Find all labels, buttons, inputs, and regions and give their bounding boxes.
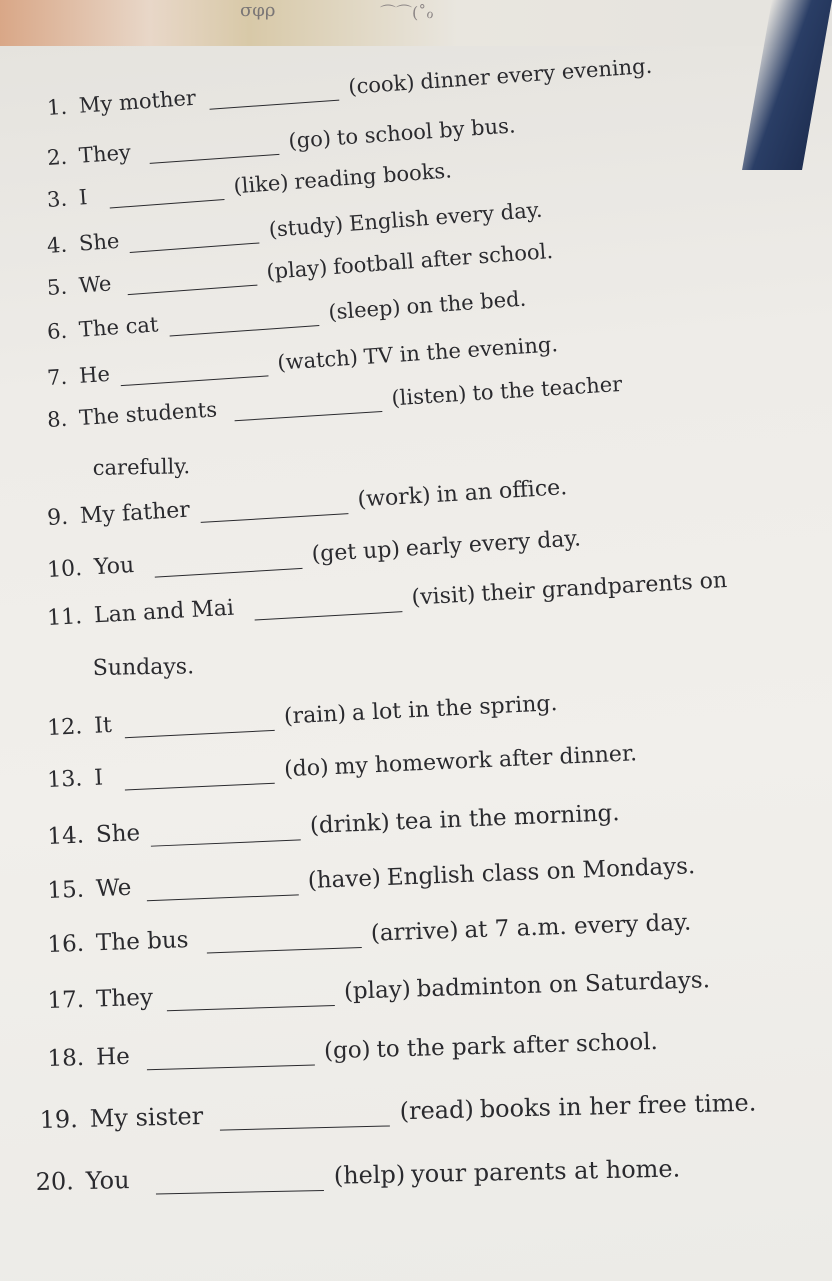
question-number: 12. [46,714,83,742]
answer-blank[interactable] [128,219,259,253]
sentence-continuation: carefully. [92,454,191,480]
question-subject: We [95,874,132,903]
question-number: 14. [46,822,85,851]
verb-prompt: (study) [267,212,344,242]
answer-blank[interactable] [208,76,339,110]
verb-prompt: (play) [265,255,329,284]
verb-prompt: (have) [307,865,382,894]
question-number: 19. [39,1105,79,1135]
question-12 [47,691,558,742]
question-number: 17. [47,986,85,1015]
verb-prompt: (arrive) [370,917,459,947]
question-subject: You [85,1166,130,1195]
sentence-rest: English every day. [348,197,544,236]
sentence-rest: in an office. [435,475,568,508]
answer-blank[interactable] [150,813,301,846]
answer-blank[interactable] [156,1162,325,1195]
sentence-rest: English class on Mondays. [386,853,696,891]
question-15 [47,853,696,905]
question-subject: She [95,820,141,848]
question-number: 20. [35,1167,75,1197]
question-number: 13. [46,766,83,794]
answer-blank[interactable] [119,351,268,386]
sentence-rest: badminton on Saturdays. [416,967,711,1003]
answer-blank[interactable] [166,979,335,1011]
sentence-rest: to school by bus. [336,113,517,150]
question-13 [47,741,638,794]
verb-prompt: (read) [399,1095,475,1126]
question-17 [47,967,710,1015]
answer-blank[interactable] [108,175,225,208]
question-subject: Lan and Mai [93,595,235,629]
sentence-continuation: Sundays. [92,654,195,681]
question-16 [47,910,692,959]
answer-blank[interactable] [126,261,257,295]
question-20 [35,1155,680,1197]
verb-prompt: (listen) [390,381,468,411]
verb-prompt: (get up) [310,537,401,568]
question-number: 5. [46,274,68,301]
answer-blank[interactable] [168,301,319,336]
question-subject: The bus [95,927,189,957]
answer-blank[interactable] [233,387,382,421]
question-number: 1. [46,94,68,121]
question-number: 2. [46,144,68,171]
question-number: 15. [46,876,85,905]
question-1 [46,54,653,121]
sentence-rest: your parents at home. [410,1154,681,1189]
question-number: 11. [46,604,83,632]
question-subject: They [95,984,154,1013]
answer-blank[interactable] [153,543,302,578]
verb-prompt: (drink) [309,809,391,839]
sentence-rest: a lot in the spring. [351,691,558,727]
sentence-rest: football after school. [332,238,554,279]
answer-blank[interactable] [148,130,279,164]
question-number: 7. [46,364,68,391]
question-number: 3. [46,186,68,213]
sentence-rest: tea in the morning. [395,800,621,836]
answer-blank[interactable] [206,921,362,953]
sentence-rest: books in her free time. [479,1088,757,1124]
sentence-rest: to the park after school. [376,1028,659,1063]
question-subject: It [93,712,113,739]
verb-prompt: (play) [343,976,412,1005]
question-subject: I [78,185,89,210]
answer-blank[interactable] [199,488,348,523]
verb-prompt: (rain) [283,701,347,730]
verb-prompt: (visit) [410,582,477,611]
verb-prompt: (work) [356,483,432,513]
answer-blank[interactable] [146,1039,315,1071]
top-scrawl-2: ⌒⌒(˚ℴ [380,3,434,22]
question-9 [46,475,567,532]
sentence-rest: dinner every evening. [419,53,653,94]
sentence-rest: my homework after dinner. [334,741,638,780]
verb-prompt: (watch) [276,345,359,375]
question-subject: She [78,228,121,256]
question-number: 16. [47,930,85,959]
question-number: 10. [46,555,83,584]
verb-prompt: (sleep) [327,295,402,325]
sentence-rest: early every day. [405,526,582,562]
question-number: 6. [46,318,68,345]
question-number: 18. [47,1044,85,1073]
question-subject: He [95,1043,131,1071]
verb-prompt: (go) [287,126,332,154]
answer-blank[interactable] [124,705,275,738]
sentence-rest: their grandparents on [480,568,728,607]
question-number: 9. [46,504,69,532]
question-subject: The students [78,397,218,430]
question-subject: We [78,271,113,298]
verb-prompt: (go) [323,1036,371,1065]
answer-blank[interactable] [124,758,275,791]
question-subject: The cat [78,312,160,342]
sentence-rest: reading books. [293,158,453,194]
question-number: 8. [46,406,68,433]
question-number: 4. [46,232,68,259]
verb-prompt: (help) [333,1160,406,1190]
sentence-rest: to the teacher [471,371,623,406]
question-subject: They [78,140,132,168]
question-14 [47,800,620,851]
question-subject: He [78,361,111,388]
top-scrawl: σφρ [240,0,276,21]
exercise-sheet [18,18,832,1278]
question-subject: You [93,552,135,581]
question-subject: I [93,765,104,791]
answer-blank[interactable] [145,868,298,901]
question-10 [46,526,581,584]
verb-prompt: (like) [232,170,290,199]
question-subject: My mother [78,85,197,118]
verb-prompt: (do) [283,755,330,783]
question-subject: My sister [89,1102,204,1133]
question-subject: My father [79,497,191,530]
answer-blank[interactable] [219,1097,390,1130]
question-18 [47,1029,658,1073]
verb-prompt: (cook) [347,70,416,99]
question-19 [39,1088,756,1135]
sentence-rest: at 7 a.m. every day. [463,909,692,944]
answer-blank[interactable] [253,586,402,620]
sentence-rest: on the bed. [405,286,527,319]
sentence-rest: TV in the evening. [363,332,559,369]
